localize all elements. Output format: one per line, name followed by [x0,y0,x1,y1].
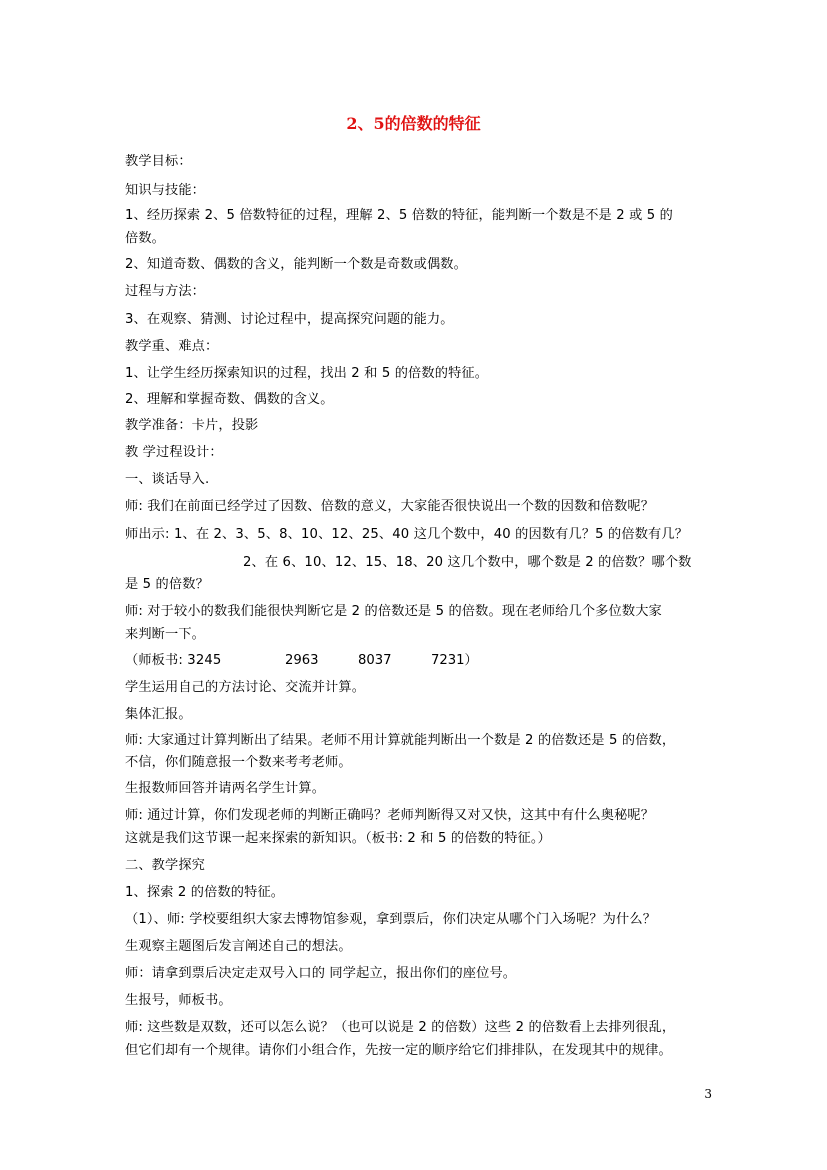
page-title: 2、5的倍数的特征 [346,114,481,133]
text-line: 教学准备：卡片，投影 [125,418,259,433]
text-line: 来判断一下。 [125,627,206,642]
text-line: 3、在观察、猜测、讨论过程中，提高探究问题的能力。 [125,312,454,327]
text-line: 师: 对于较小的数我们能很快判断它是 2 的倍数还是 5 的倍数。现在老师给几个多位数大家 [125,604,662,619]
text-line: 师: 这些数是双数，还可以怎么说？（也可以说是 2 的倍数）这些 2 的倍数看上去排列很乱， [125,1020,676,1035]
text-line: 教学目标： [125,154,192,169]
board-line: （师板书: 3245 [125,653,222,668]
text-line: 生观察主题图后发言阐述自己的想法。 [125,939,352,954]
text-line: 这就是我们这节课一起来探索的新知识。（板书: 2 和 5 的倍数的特征。） [125,831,551,846]
board-number: 7231） [431,653,478,668]
text-line: 二、教学探究 [125,858,206,873]
text-line: 师：请拿到票后决定走双号入口的 同学起立，报出你们的座位号。 [125,966,517,981]
board-number: 2963 [285,653,319,668]
text-line: 学生运用自己的方法讨论、交流并计算。 [125,680,366,695]
text-line: 不信，你们随意报一个数来考考老师。 [125,755,352,770]
text-line: 但它们却有一个规律。请你们小组合作，先按一定的顺序给它们排排队，在发现其中的规律。 [125,1043,672,1058]
text-line: 是 5 的倍数？ [125,577,209,592]
board-number: 8037 [358,653,392,668]
text-line: 集体汇报。 [125,707,192,722]
page-number: 3 [704,1087,712,1101]
text-line: 2、知道奇数、偶数的含义，能判断一个数是奇数或偶数。 [125,257,467,272]
text-line: 过程与方法： [125,284,206,299]
text-line: 2、理解和掌握奇数、偶数的含义。 [125,392,334,407]
text-line: 生报数师回答并请两名学生计算。 [125,781,326,796]
text-line: 1、探索 2 的倍数的特征。 [125,885,285,900]
text-line: 师: 通过计算，你们发现老师的判断正确吗？老师判断得又对又快，这其中有什么奥秘呢？ [125,808,655,823]
text-line: 一、谈话导入. [125,472,210,487]
text-line: 2、在 6、10、12、15、18、20 这几个数中，哪个数是 2 的倍数？哪个数 [243,555,692,570]
text-line: 倍数。 [125,231,166,246]
text-line: 教学重、难点： [125,339,219,354]
text-line: 生报号，师板书。 [125,993,232,1008]
text-line: （1）、师: 学校要组织大家去博物馆参观，拿到票后，你们决定从哪个门入场呢？为什么？ [125,912,657,927]
text-line: 1、经历探索 2、5 倍数特征的过程，理解 2、5 倍数的特征，能判断一个数是不是 2 或 5 的 [125,208,673,223]
text-line: 知识与技能： [125,183,206,198]
text-line: 师: 我们在前面已经学过了因数、倍数的意义，大家能否很快说出一个数的因数和倍数呢？ [125,499,655,514]
text-line: 师出示: 1、在 2、3、5、8、10、12、25、40 这几个数中，40 的因数有几？5 的倍数有几？ [125,527,689,542]
text-line: 师: 大家通过计算判断出了结果。老师不用计算就能判断出一个数是 2 的倍数还是 5 的倍数， [125,733,676,748]
text-line: 教 学过程设计： [125,445,223,460]
text-line: 1、让学生经历探索知识的过程，找出 2 和 5 的倍数的特征。 [125,366,489,381]
